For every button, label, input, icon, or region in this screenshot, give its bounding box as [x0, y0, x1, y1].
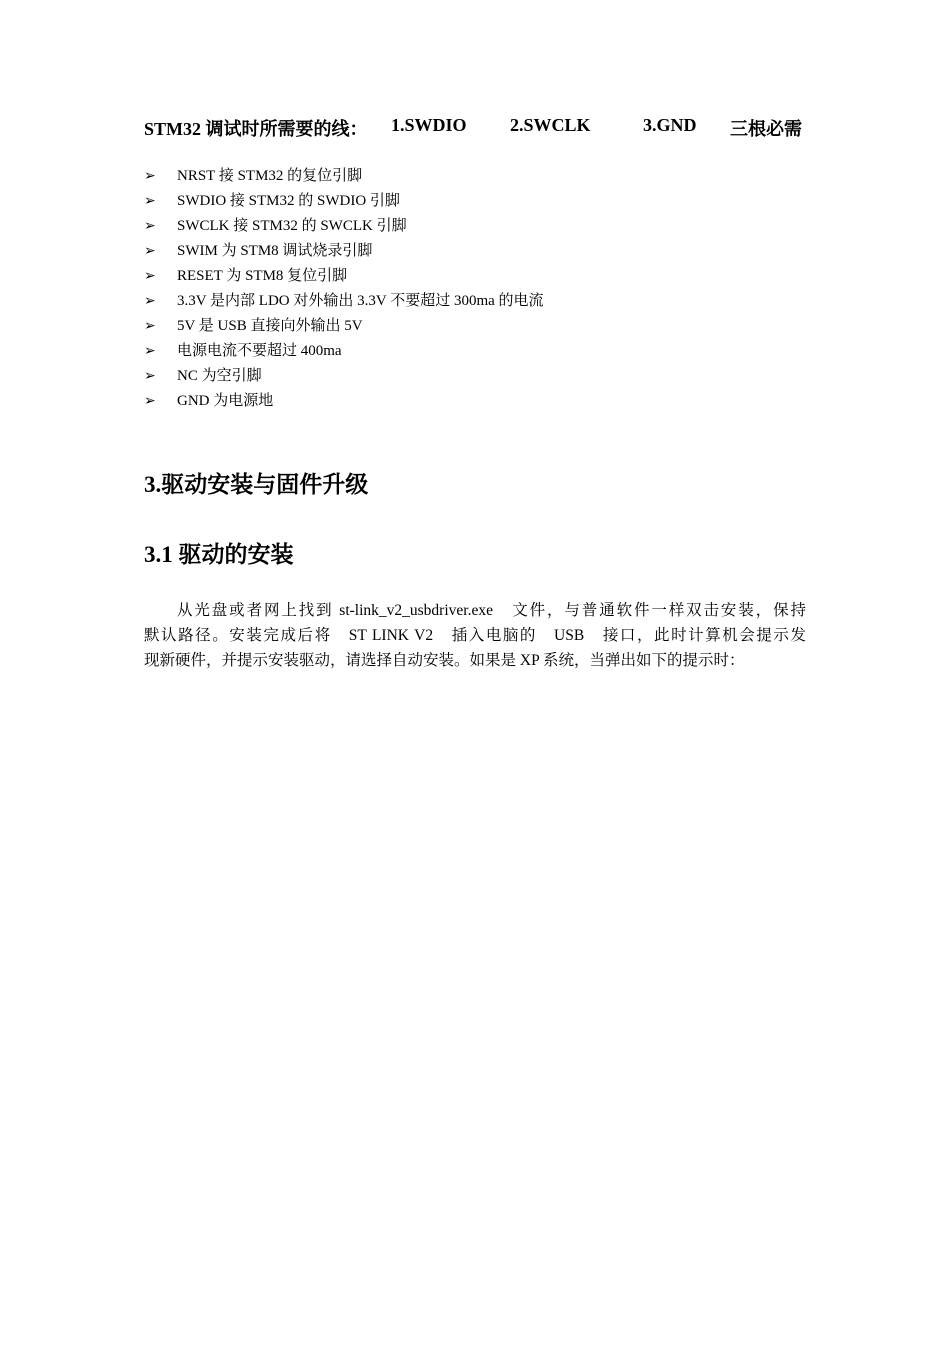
heading-item-swclk: 2.SWCLK [510, 115, 591, 135]
arrow-bullet-icon: ➢ [144, 343, 156, 359]
debug-wires-heading [144, 115, 808, 141]
list-item: ➢ GND 为电源地 [144, 389, 544, 414]
subsection-title: 3.1 驱动的安装 [144, 542, 294, 567]
driver-install-paragraph [144, 598, 806, 673]
list-item: ➢ RESET 为 STM8 复位引脚 [144, 264, 544, 289]
list-item: ➢ SWCLK 接 STM32 的 SWCLK 引脚 [144, 214, 544, 239]
section-title: 3.驱动安装与固件升级 [144, 472, 369, 497]
list-item: ➢ 电源电流不要超过 400ma [144, 339, 544, 364]
list-item: ➢ SWDIO 接 STM32 的 SWDIO 引脚 [144, 189, 544, 214]
heading-item-swdio: 1.SWDIO [391, 115, 467, 135]
heading-prefix: STM32 调试时所需要的线： [144, 119, 368, 139]
arrow-bullet-icon: ➢ [144, 393, 156, 409]
list-item: ➢ 3.3V 是内部 LDO 对外输出 3.3V 不要超过 300ma 的电流 [144, 289, 544, 314]
arrow-bullet-icon: ➢ [144, 218, 156, 234]
paragraph-line: 默认路径。安装完成后将 ST LINK V2 插入电脑的 USB 接口，此时计算机会提示发 [144, 627, 806, 644]
arrow-bullet-icon: ➢ [144, 368, 156, 384]
list-item: ➢ SWIM 为 STM8 调试烧录引脚 [144, 239, 544, 264]
arrow-bullet-icon: ➢ [144, 243, 156, 259]
arrow-bullet-icon: ➢ [144, 168, 156, 184]
arrow-bullet-icon: ➢ [144, 193, 156, 209]
paragraph-line: 现新硬件，并提示安装驱动，请选择自动安装。如果是 XP 系统，当弹出如下的提示时： [144, 652, 745, 669]
list-item: ➢ 5V 是 USB 直接向外输出 5V [144, 314, 544, 339]
arrow-bullet-icon: ➢ [144, 268, 156, 284]
heading-suffix: 三根必需 [730, 119, 802, 139]
list-item: ➢ NC 为空引脚 [144, 364, 544, 389]
heading-item-gnd: 3.GND [643, 115, 697, 135]
arrow-bullet-icon: ➢ [144, 318, 156, 334]
list-item: ➢ NRST 接 STM32 的复位引脚 [144, 164, 544, 189]
pin-description-list [144, 164, 544, 414]
arrow-bullet-icon: ➢ [144, 293, 156, 309]
paragraph-line: 从光盘或者网上找到 st-link_v2_usbdriver.exe 文件，与普通软件一样双击安装，保持 [177, 602, 806, 619]
